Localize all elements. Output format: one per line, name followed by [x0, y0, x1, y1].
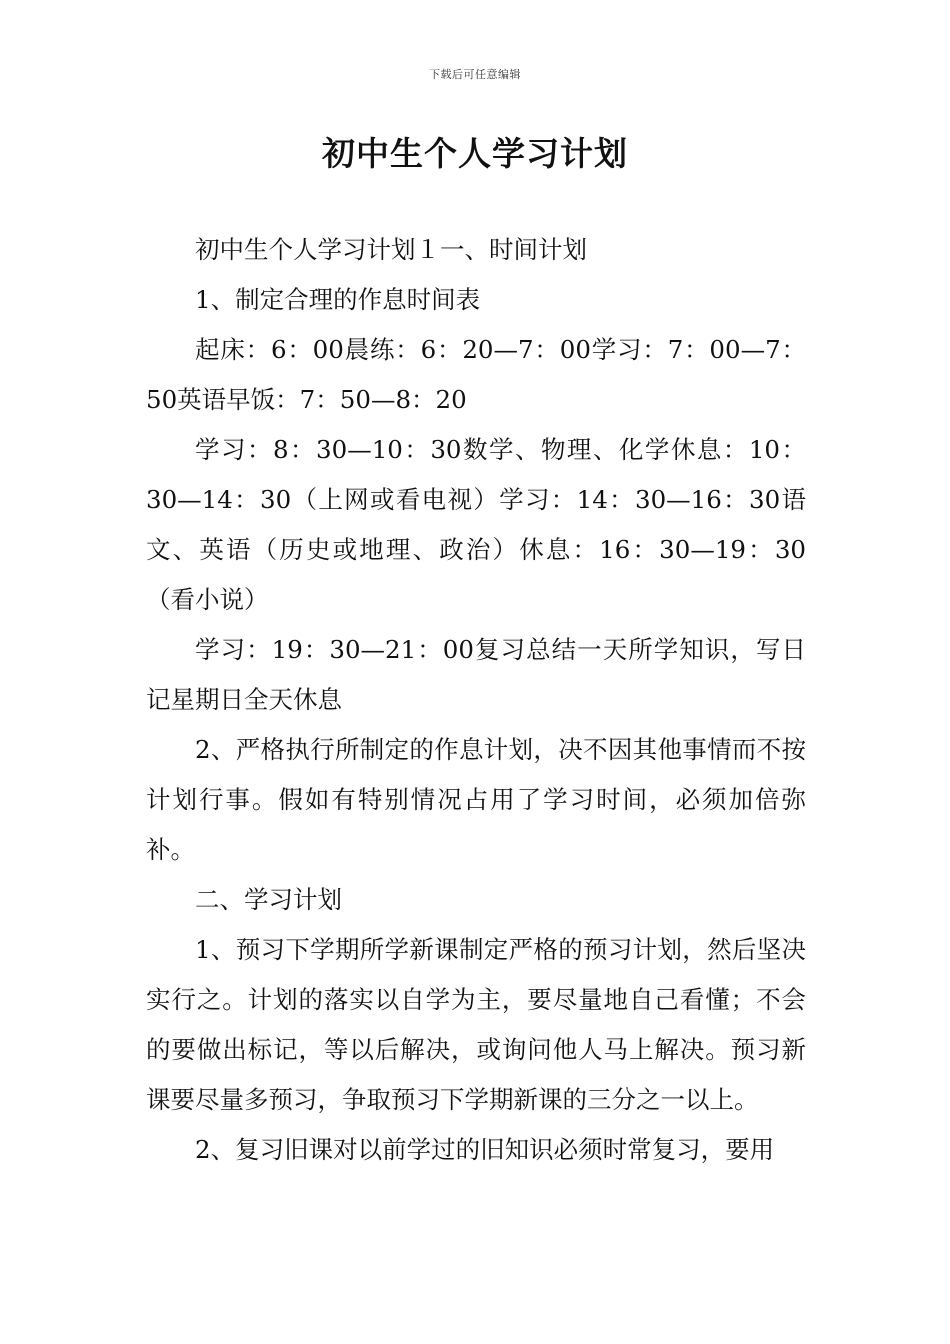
paragraph-morning-schedule: 起床：6：00晨练：6：20—7：00学习：7：00—7：50英语早饭：7：50—8：20: [146, 335, 806, 414]
document-body: [146, 225, 806, 1175]
paragraph-schedule-heading: 1、制定合理的作息时间表: [195, 285, 481, 314]
paragraph-review: 2、复习旧课对以前学过的旧知识必须时常复习，要用: [195, 1135, 775, 1164]
header-note: 下载后可任意编辑: [429, 68, 521, 81]
paragraph-preview: 1、预习下学期所学新课制定严格的预习计划，然后坚决实行之。计划的落实以自学为主，要尽量地自己看懂；不会的要做出标记，等以后解决，或询问他人马上解决。预习新课要尽量多预习，争取预习下学期新课的三分之一以上。: [146, 935, 806, 1114]
paragraph-evening-schedule: 学习：19：30—21：00复习总结一天所学知识，写日记星期日全天休息: [146, 635, 806, 714]
paragraph-intro: 初中生个人学习计划１一、时间计划: [195, 235, 587, 264]
paragraph-study-plan-heading: 二、学习计划: [195, 885, 342, 914]
paragraph-day-schedule: 学习：8：30—10：30数学、物理、化学休息：10：30—14：30（上网或看电视）学习：14：30—16：30语文、英语（历史或地理、政治）休息：16：30—19：30（看小说）: [146, 435, 806, 614]
paragraph-strict-execution: 2、严格执行所制定的作息计划，决不因其他事情而不按计划行事。假如有特别情况占用了学习时间，必须加倍弥补。: [146, 735, 806, 864]
document-title: 初中生个人学习计划: [322, 134, 628, 173]
